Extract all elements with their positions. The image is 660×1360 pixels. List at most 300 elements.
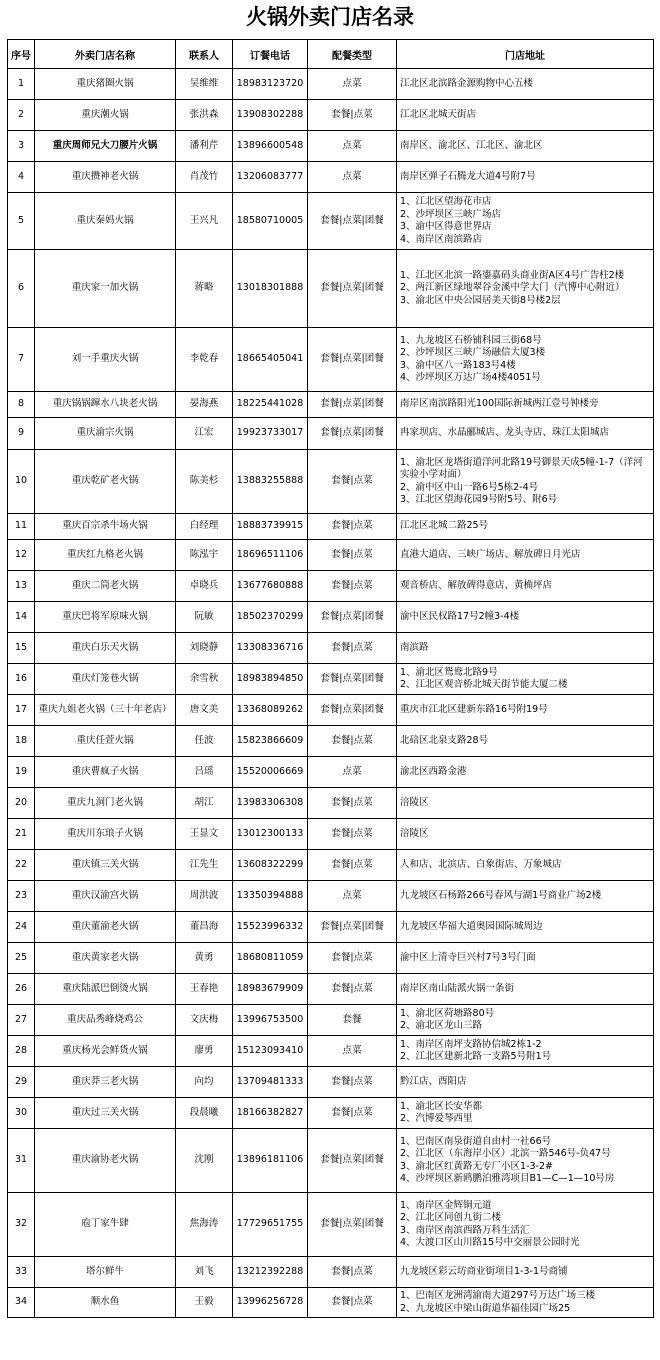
table-row (8, 633, 654, 664)
table-row (8, 1129, 654, 1193)
address-line: 3、渝北区红黄路无专厂小区1-3-2# (400, 1160, 553, 1172)
address-line: 2、渝北区龙山三路 (400, 1020, 483, 1031)
cell-meal-type: 套餐|点菜|团餐 (308, 664, 397, 695)
cell-no: 27 (8, 1005, 35, 1036)
cell-no: 29 (8, 1067, 35, 1098)
cell-contact: 任波 (176, 726, 233, 757)
address-line: 3、南岸区南滨西路万科生活汇 (400, 1224, 530, 1236)
cell-meal-type: 套餐|点菜|团餐 (308, 418, 397, 450)
cell-store-name: 重庆百宗杀牛场火锅 (35, 514, 176, 540)
cell-phone: 13212392288 (233, 1257, 308, 1288)
cell-contact: 阮敏 (176, 602, 233, 633)
cell-contact: 刘晓静 (176, 633, 233, 664)
cell-contact: 白经理 (176, 514, 233, 540)
cell-address (397, 514, 654, 540)
cell-no: 24 (8, 912, 35, 943)
address-line: 重庆市江北区建新东路16号附19号 (400, 703, 548, 715)
table-row (8, 1036, 654, 1067)
table-header-row (8, 40, 654, 69)
cell-phone: 18983894850 (233, 664, 308, 695)
cell-contact: 吕瑶 (176, 757, 233, 788)
address-line: 2、九龙坡区中梁山街道华福佳园广场25 (400, 1302, 571, 1314)
cell-contact: 黄勇 (176, 943, 233, 974)
cell-store-name: 重庆秦妈火锅 (35, 193, 176, 250)
table-row (8, 328, 654, 392)
cell-store-name: 顺水鱼 (35, 1288, 176, 1318)
address-line: 1、渝北区鸳鸯北路9号 (400, 666, 498, 678)
header-phone: 订餐电话 (233, 40, 308, 69)
address-line: 3、渝中区得意世界店 (400, 221, 492, 232)
cell-meal-type: 套餐|点菜|团餐 (308, 328, 397, 392)
cell-no: 15 (8, 633, 35, 664)
table-row (8, 1005, 654, 1036)
cell-no: 30 (8, 1098, 35, 1129)
cell-contact: 江先生 (176, 850, 233, 881)
address-line: 1、渝北区荷塘路80号 (400, 1007, 495, 1019)
address-line: 观音桥店、解放碑得意店、黄桷坪店 (400, 579, 553, 591)
cell-meal-type: 套餐|点菜 (308, 974, 397, 1005)
cell-no: 21 (8, 819, 35, 850)
cell-address (397, 633, 654, 664)
cell-phone: 13608322299 (233, 850, 308, 881)
address-line: 1、江北区望海花市店 (400, 196, 492, 207)
cell-store-name: 重庆莽三老火锅 (35, 1067, 176, 1098)
cell-meal-type: 套餐|点菜 (308, 540, 397, 571)
cell-store-name: 重庆过三关火锅 (35, 1098, 176, 1129)
cell-store-name: 重庆汉渝宫火锅 (35, 881, 176, 912)
cell-meal-type: 套餐|点菜 (308, 943, 397, 974)
cell-address (397, 819, 654, 850)
address-line: 涪陵区 (400, 827, 429, 839)
cell-contact: 晏海燕 (176, 392, 233, 418)
cell-store-name: 重庆家一加火锅 (35, 250, 176, 328)
cell-address (397, 571, 654, 602)
cell-no: 11 (8, 514, 35, 540)
cell-phone: 13908302288 (233, 100, 308, 131)
cell-no: 14 (8, 602, 35, 633)
cell-address (397, 193, 654, 250)
address-line: 1、渝北区长安华都 (400, 1100, 483, 1112)
cell-store-name: 重庆红九格老火锅 (35, 540, 176, 571)
table-row (8, 757, 654, 788)
cell-store-name: 重庆任萱火锅 (35, 726, 176, 757)
cell-meal-type: 点菜 (308, 69, 397, 100)
address-line: 3、渝中区八一路183号4楼 (400, 359, 516, 371)
cell-store-name: 庖丁家牛肆 (35, 1193, 176, 1257)
address-line: 1、南岸区南坪支路协信城2栋1-2 (400, 1038, 542, 1050)
cell-meal-type: 套餐|点菜|团餐 (308, 602, 397, 633)
cell-phone: 18680811059 (233, 943, 308, 974)
cell-contact: 董昌海 (176, 912, 233, 943)
header-store-name: 外卖门店名称 (35, 40, 176, 69)
cell-store-name: 重庆锅锅蹿水八块老火锅 (35, 392, 176, 418)
cell-no: 20 (8, 788, 35, 819)
cell-phone: 13206083777 (233, 162, 308, 193)
cell-phone: 13012300133 (233, 819, 308, 850)
cell-contact: 王兴凡 (176, 193, 233, 250)
cell-meal-type: 套餐|点菜|团餐 (308, 1193, 397, 1257)
cell-no: 22 (8, 850, 35, 881)
cell-meal-type: 套餐|点菜 (308, 633, 397, 664)
cell-contact: 王春艳 (176, 974, 233, 1005)
cell-contact: 段晨曦 (176, 1098, 233, 1129)
cell-no: 32 (8, 1193, 35, 1257)
cell-no: 9 (8, 418, 35, 450)
table-row (8, 540, 654, 571)
cell-address (397, 1036, 654, 1067)
cell-contact: 江宏 (176, 418, 233, 450)
cell-phone: 18883739915 (233, 514, 308, 540)
cell-no: 17 (8, 695, 35, 726)
address-line: 3、江北区望海花园9号附5号、附6号 (400, 494, 558, 505)
cell-store-name: 重庆杨光会鲜货火锅 (35, 1036, 176, 1067)
cell-phone: 18166382827 (233, 1098, 308, 1129)
address-line: 2、江北区建新北路一支路5号附1号 (400, 1051, 552, 1062)
cell-address (397, 757, 654, 788)
cell-address (397, 788, 654, 819)
cell-no: 25 (8, 943, 35, 974)
cell-address (397, 943, 654, 974)
cell-contact: 潘利芹 (176, 131, 233, 162)
cell-address (397, 1098, 654, 1129)
cell-meal-type: 点菜 (308, 131, 397, 162)
cell-no: 1 (8, 69, 35, 100)
cell-no: 6 (8, 250, 35, 328)
cell-phone: 18983123720 (233, 69, 308, 100)
cell-meal-type: 点菜 (308, 162, 397, 193)
cell-contact: 吴维维 (176, 69, 233, 100)
cell-store-name: 重庆白乐天火锅 (35, 633, 176, 664)
address-line: 涪陵区 (400, 796, 429, 808)
cell-address (397, 100, 654, 131)
address-line: 南岸区、渝北区、江北区、渝北区 (400, 139, 543, 151)
cell-contact: 周洪波 (176, 881, 233, 912)
cell-store-name: 重庆乾矿老火锅 (35, 450, 176, 514)
cell-phone: 18696511106 (233, 540, 308, 571)
cell-phone: 18983679909 (233, 974, 308, 1005)
cell-meal-type: 套餐|点菜 (308, 100, 397, 131)
cell-no: 23 (8, 881, 35, 912)
cell-meal-type: 套餐|点菜|团餐 (308, 250, 397, 328)
cell-contact: 廖勇 (176, 1036, 233, 1067)
cell-store-name: 重庆黄家老火锅 (35, 943, 176, 974)
cell-store-name: 重庆陆派巴倒烫火锅 (35, 974, 176, 1005)
address-line: 渝中区上清寺巨兴村7号3号门面 (400, 951, 536, 963)
cell-no: 7 (8, 328, 35, 392)
cell-no: 3 (8, 131, 35, 162)
address-line: 南滨路 (400, 641, 429, 653)
cell-address (397, 974, 654, 1005)
cell-contact: 王毅 (176, 1288, 233, 1318)
cell-phone: 13983306308 (233, 788, 308, 819)
address-line: 2、江北区观音桥北城天街节能大厦二楼 (400, 679, 568, 690)
cell-address (397, 250, 654, 328)
cell-phone: 13996256728 (233, 1288, 308, 1318)
cell-store-name: 重庆二筒老火锅 (35, 571, 176, 602)
address-line: 南岸区弹子石腾龙大道4号附7号 (400, 170, 536, 182)
cell-address (397, 664, 654, 695)
cell-address (397, 726, 654, 757)
cell-address (397, 695, 654, 726)
table-row (8, 912, 654, 943)
cell-phone: 15520006669 (233, 757, 308, 788)
cell-no: 18 (8, 726, 35, 757)
table-row (8, 392, 654, 418)
cell-phone: 18502370299 (233, 602, 308, 633)
cell-no: 33 (8, 1257, 35, 1288)
cell-meal-type: 套餐|点菜 (308, 450, 397, 514)
cell-store-name: 塔尔鲜牛 (35, 1257, 176, 1288)
cell-address (397, 328, 654, 392)
header-contact: 联系人 (176, 40, 233, 69)
address-line: 1、南岸区金辉铜元道 (400, 1199, 492, 1211)
store-table (7, 39, 654, 1318)
address-line: 4、南岸区南滨路店 (400, 233, 483, 245)
address-line: 3、渝北区中央公园居美天街8号楼2层 (400, 294, 561, 306)
address-line: 南岸区南滨路阳光100国际新城两江壹号钟楼旁 (400, 398, 599, 410)
table-row (8, 1257, 654, 1288)
cell-meal-type: 套餐|点菜|团餐 (308, 912, 397, 943)
table-row (8, 69, 654, 100)
address-line: 人和店、北滨店、白象街店、万象城店 (400, 858, 562, 870)
cell-address (397, 1193, 654, 1257)
table-row (8, 250, 654, 328)
cell-store-name: 重庆川东琅子火锅 (35, 819, 176, 850)
table-row (8, 788, 654, 819)
cell-phone: 18580710005 (233, 193, 308, 250)
cell-phone: 13677680888 (233, 571, 308, 602)
address-line: 北碚区北泉支路28号 (400, 734, 489, 746)
address-line: 4、沙坪坝区新鸥鹏泊雅湾项目B1—C—1—10号房 (400, 1173, 615, 1184)
cell-no: 13 (8, 571, 35, 602)
table-row (8, 1193, 654, 1257)
cell-address (397, 131, 654, 162)
page-title: 火锅外卖门店名录 (246, 4, 414, 29)
cell-address (397, 881, 654, 912)
address-line: 2、两江新区绿地翠谷金溪中学大门（汽博中心附近） (400, 282, 625, 294)
address-line: 2、江北区同创九街二楼 (400, 1212, 502, 1223)
table-row (8, 131, 654, 162)
cell-contact: 陈美杉 (176, 450, 233, 514)
table-row (8, 881, 654, 912)
cell-contact: 王显文 (176, 819, 233, 850)
address-line: 2、沙坪坝区三峡广场店 (400, 208, 502, 220)
table-row (8, 418, 654, 450)
cell-no: 34 (8, 1288, 35, 1318)
address-line: 冉家坝店、水晶郦城店、龙头寺店、珠江太阳城店 (400, 427, 610, 439)
cell-store-name: 重庆潮火锅 (35, 100, 176, 131)
cell-phone: 18665405041 (233, 328, 308, 392)
cell-meal-type: 套餐|点菜 (308, 819, 397, 850)
cell-contact: 刘飞 (176, 1257, 233, 1288)
table-row (8, 726, 654, 757)
address-line: 九龙坡区石杨路266号春风与湖1号商业广场2楼 (400, 889, 602, 901)
header-no: 序号 (8, 40, 35, 69)
address-line: 2、沙坪坝区三峡广场融信大厦3楼 (400, 347, 546, 358)
address-line: 1、江北区北滨一路鎏嘉码头商业街A区4号广告柱2楼 (400, 269, 625, 281)
cell-phone: 13709481333 (233, 1067, 308, 1098)
cell-meal-type: 套餐|点菜 (308, 514, 397, 540)
cell-address (397, 162, 654, 193)
cell-contact: 李乾春 (176, 328, 233, 392)
header-meal-type: 配餐类型 (308, 40, 397, 69)
cell-contact: 向均 (176, 1067, 233, 1098)
cell-no: 12 (8, 540, 35, 571)
address-line: 江北区北滨路金源购物中心五楼 (400, 77, 534, 89)
cell-meal-type: 套餐|点菜 (308, 571, 397, 602)
cell-meal-type: 套餐 (308, 1005, 397, 1036)
cell-no: 10 (8, 450, 35, 514)
address-line: 1、巴南区龙洲湾渝南大道297号万达广场三楼 (400, 1290, 596, 1301)
cell-no: 4 (8, 162, 35, 193)
address-line: 渝北区西路金港 (400, 765, 467, 777)
address-line: 江北区北城天街店 (400, 108, 477, 120)
table-row (8, 819, 654, 850)
cell-contact: 蒋略 (176, 250, 233, 328)
cell-phone: 13996753500 (233, 1005, 308, 1036)
cell-meal-type: 点菜 (308, 881, 397, 912)
table-row (8, 695, 654, 726)
address-line: 4、大渡口区山川路15号中交丽景公园时光 (400, 1237, 580, 1248)
cell-phone: 13018301888 (233, 250, 308, 328)
cell-store-name: 重庆渝协老火锅 (35, 1129, 176, 1193)
cell-contact: 文庆梅 (176, 1005, 233, 1036)
table-row (8, 450, 654, 514)
cell-meal-type: 套餐|点菜 (308, 850, 397, 881)
cell-no: 19 (8, 757, 35, 788)
address-line: 2、江北区（东海岸小区）北滨一路546号-负47号 (400, 1148, 611, 1159)
address-line: 黔江店、酉阳店 (400, 1075, 467, 1087)
address-line: 2、汽博爱琴西里 (400, 1113, 473, 1124)
cell-contact: 张洪森 (176, 100, 233, 131)
address-line: 江北区北城二路25号 (400, 520, 489, 532)
cell-address (397, 1005, 654, 1036)
cell-store-name: 重庆攒神老火锅 (35, 162, 176, 193)
cell-no: 16 (8, 664, 35, 695)
cell-meal-type: 套餐|点菜 (308, 1288, 397, 1318)
cell-meal-type: 套餐|点菜 (308, 1098, 397, 1129)
cell-no: 26 (8, 974, 35, 1005)
cell-contact: 焦海涛 (176, 1193, 233, 1257)
cell-phone: 13368089262 (233, 695, 308, 726)
cell-contact: 沈刚 (176, 1129, 233, 1193)
table-row (8, 162, 654, 193)
cell-meal-type: 套餐|点菜 (308, 1257, 397, 1288)
cell-phone: 13883255888 (233, 450, 308, 514)
cell-address (397, 392, 654, 418)
cell-store-name: 重庆董渝老火锅 (35, 912, 176, 943)
cell-address (397, 418, 654, 450)
cell-meal-type: 套餐|点菜|团餐 (308, 695, 397, 726)
cell-address (397, 1257, 654, 1288)
cell-contact: 陈泓宇 (176, 540, 233, 571)
cell-contact: 胡江 (176, 788, 233, 819)
table-row (8, 1288, 654, 1318)
address-line: 2、渝中区中山一路6号5栋2-4号 (400, 481, 539, 493)
cell-address (397, 1067, 654, 1098)
address-line: 4、沙坪坝区万达广场4楼4051号 (400, 372, 541, 383)
address-line: 南岸区南山陆派火锅一条街 (400, 982, 515, 994)
table-row (8, 664, 654, 695)
cell-no: 31 (8, 1129, 35, 1193)
table-body (8, 69, 654, 1318)
cell-phone: 13350394888 (233, 881, 308, 912)
address-line: 1、巴南区南泉街道自由村一社66号 (400, 1135, 552, 1147)
cell-store-name: 刘一手重庆火锅 (35, 328, 176, 392)
cell-meal-type: 套餐|点菜|团餐 (308, 392, 397, 418)
address-line: 渝中区民权路17号2幢3-4楼 (400, 610, 520, 622)
cell-meal-type: 点菜 (308, 1036, 397, 1067)
cell-no: 28 (8, 1036, 35, 1067)
cell-address (397, 1288, 654, 1318)
cell-phone: 15523996332 (233, 912, 308, 943)
cell-address (397, 912, 654, 943)
cell-address (397, 450, 654, 514)
cell-store-name: 重庆曹疯子火锅 (35, 757, 176, 788)
cell-meal-type: 套餐|点菜|团餐 (308, 193, 397, 250)
cell-phone: 15123093410 (233, 1036, 308, 1067)
cell-meal-type: 套餐|点菜 (308, 726, 397, 757)
cell-contact: 肖茂竹 (176, 162, 233, 193)
cell-no: 2 (8, 100, 35, 131)
cell-phone: 18225441028 (233, 392, 308, 418)
cell-store-name: 重庆镇三关火锅 (35, 850, 176, 881)
cell-address (397, 602, 654, 633)
cell-address (397, 850, 654, 881)
cell-no: 8 (8, 392, 35, 418)
address-line: 1、渝北区龙塔街道洋河北路19号御景天成5幢-1-7（洋河实验小学对面） (400, 456, 643, 480)
table-row (8, 100, 654, 131)
cell-phone: 15823866609 (233, 726, 308, 757)
table-row (8, 514, 654, 540)
cell-store-name: 重庆灯笼巷火锅 (35, 664, 176, 695)
cell-store-name: 重庆九姐老火锅（三十年老店） (35, 695, 176, 726)
cell-meal-type: 套餐|点菜 (308, 1067, 397, 1098)
cell-phone: 13896181106 (233, 1129, 308, 1193)
address-line: 九龙坡区华福大道奥园国际城周边 (400, 920, 543, 932)
table-row (8, 602, 654, 633)
table-row (8, 974, 654, 1005)
cell-store-name: 重庆周师兄大刀腰片火锅 (35, 131, 176, 162)
cell-phone: 13896600548 (233, 131, 308, 162)
header-address: 门店地址 (397, 40, 654, 69)
cell-phone: 19923733017 (233, 418, 308, 450)
cell-address (397, 1129, 654, 1193)
address-line: 直港大道店、三峡广场店、解放碑日月光店 (400, 548, 581, 560)
address-line: 九龙坡区彩云坊商业街项目1-3-1号商铺 (400, 1265, 568, 1277)
cell-address (397, 540, 654, 571)
cell-meal-type: 套餐|点菜|团餐 (308, 1129, 397, 1193)
address-line: 1、九龙坡区石桥铺科园三街68号 (400, 334, 542, 346)
cell-no: 5 (8, 193, 35, 250)
cell-contact: 卓晓兵 (176, 571, 233, 602)
cell-meal-type: 套餐|点菜 (308, 788, 397, 819)
table-row (8, 943, 654, 974)
table-row (8, 1098, 654, 1129)
cell-contact: 余雪秋 (176, 664, 233, 695)
cell-store-name: 重庆品秀峰烧鸡公 (35, 1005, 176, 1036)
table-row (8, 571, 654, 602)
cell-contact: 唐文美 (176, 695, 233, 726)
cell-phone: 13308336716 (233, 633, 308, 664)
cell-phone: 17729651755 (233, 1193, 308, 1257)
cell-store-name: 重庆巴将军原味火锅 (35, 602, 176, 633)
cell-store-name: 重庆九洞门老火锅 (35, 788, 176, 819)
cell-address (397, 69, 654, 100)
cell-store-name: 重庆猪圈火锅 (35, 69, 176, 100)
table-row (8, 193, 654, 250)
cell-meal-type: 点菜 (308, 757, 397, 788)
